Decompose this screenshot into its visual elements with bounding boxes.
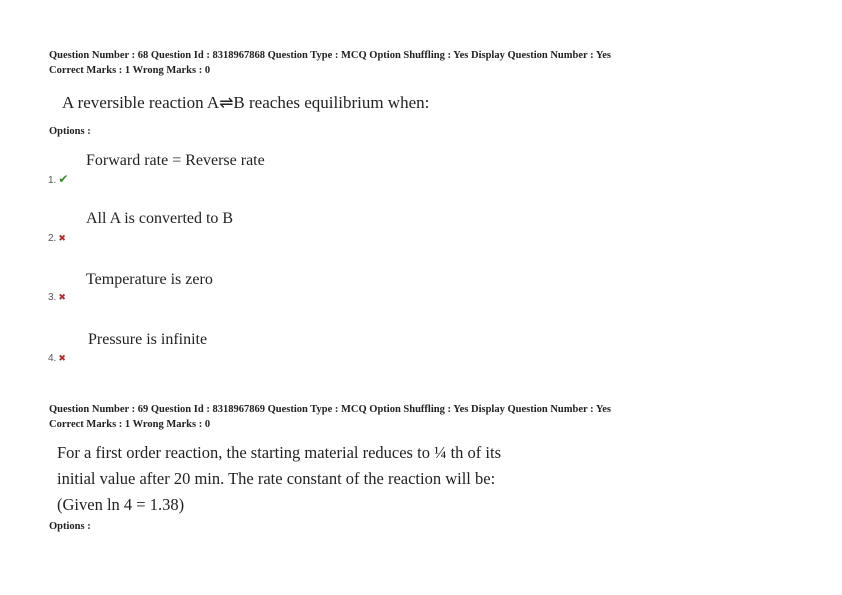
cross-icon: ✖ (58, 292, 66, 302)
q69-question-line-2: initial value after 20 min. The rate constant of the reaction will be: (57, 469, 496, 488)
cross-icon: ✖ (58, 353, 66, 363)
q68-options-label: Options : (49, 126, 91, 137)
q68-question-text: A reversible reaction A⇌B reaches equilibrium when: (62, 93, 430, 112)
q68-header (49, 48, 611, 78)
q68-header-line2: Correct Marks : 1 Wrong Marks : 0 (49, 65, 211, 76)
q69-header-line1: Question Number : 69 Question Id : 8318967869 Question Type : MCQ Option Shuffling : Yes Display Question Number : Yes (49, 404, 612, 415)
q68-header-line1: Question Number : 68 Question Id : 8318967868 Question Type : MCQ Option Shuffling : Yes Display Question Number : Yes (49, 50, 612, 61)
q69-question-text (57, 440, 501, 518)
q68-option-2-text: All A is converted to B (86, 210, 234, 227)
cross-icon: ✖ (58, 233, 66, 243)
q68-option-1-number (48, 172, 68, 186)
q68-option-3-number (48, 292, 66, 303)
q68-option-3-num: 3. (48, 292, 57, 303)
q69-header (49, 402, 611, 432)
check-icon: ✔ (58, 172, 69, 186)
q69-question-line-1: For a first order reaction, the starting material reduces to ¼ th of its (57, 443, 501, 462)
q69-question-line-3: (Given ln 4 = 1.38) (57, 495, 185, 514)
q68-option-1-num: 1. (48, 175, 57, 186)
q68-option-4-text: Pressure is infinite (88, 331, 208, 348)
q68-option-2-number (48, 233, 66, 244)
q69-header-line2: Correct Marks : 1 Wrong Marks : 0 (49, 419, 211, 430)
q68-option-2-num: 2. (48, 233, 57, 244)
q68-option-1-text: Forward rate = Reverse rate (86, 152, 265, 169)
q68-option-4-number (48, 353, 66, 364)
q69-options-label: Options : (49, 521, 91, 532)
q68-option-3-text: Temperature is zero (86, 271, 213, 288)
q68-option-4-num: 4. (48, 353, 57, 364)
